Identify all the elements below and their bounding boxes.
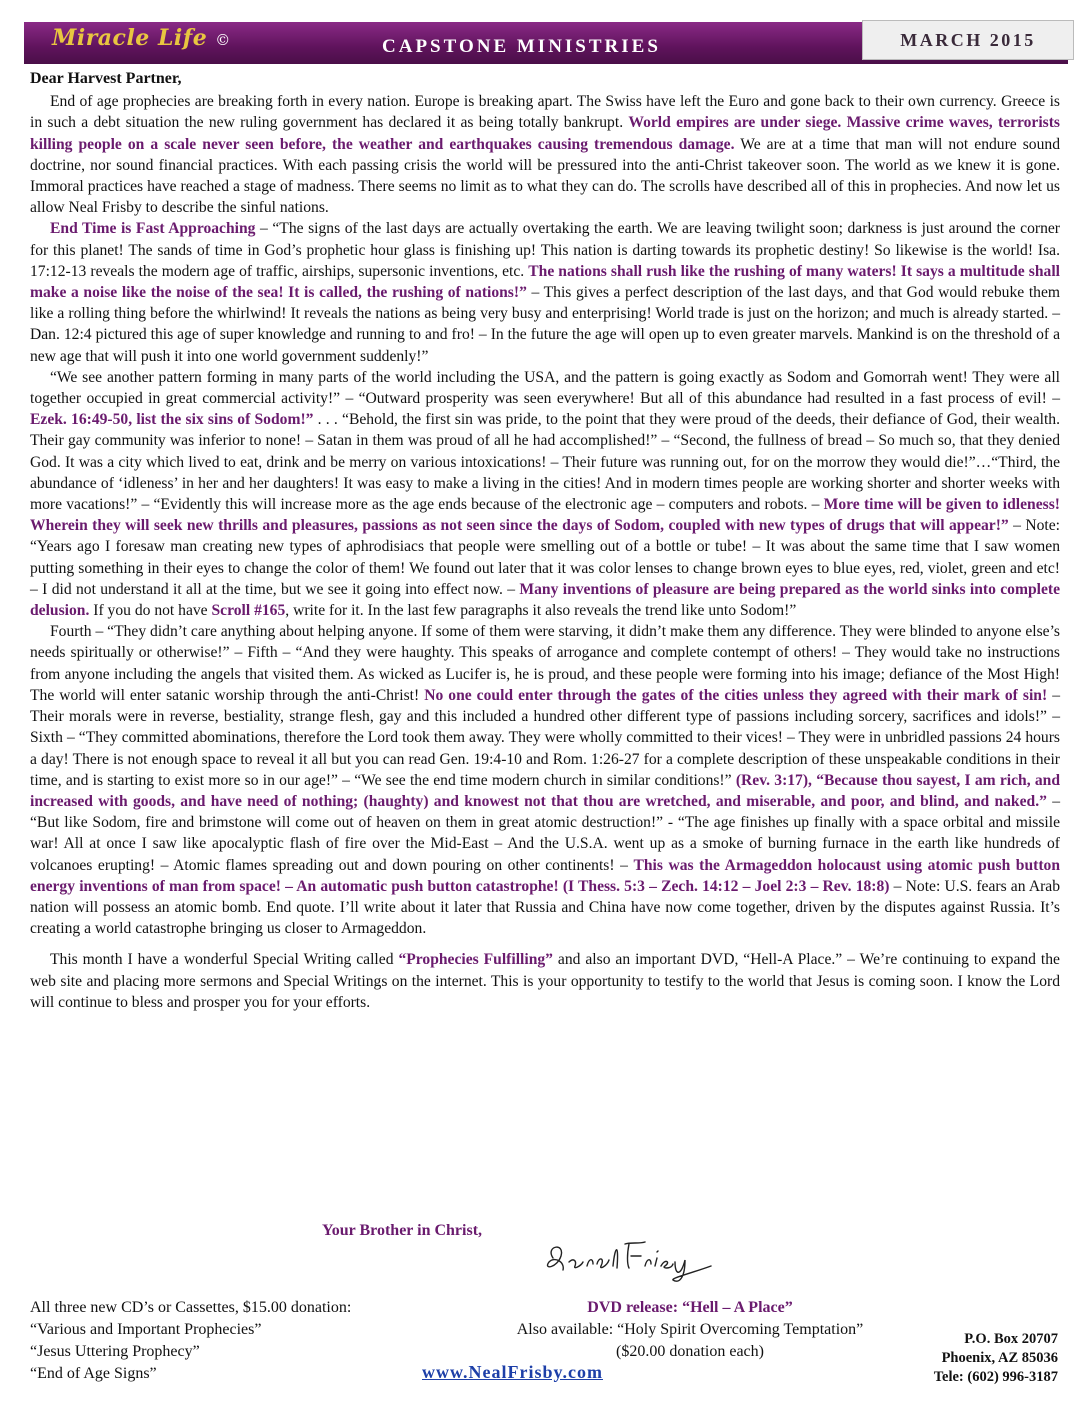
highlight: (Rev. 3:17), “Because thou sayest, I am rich, and increased with goods, and have need of nothing; (haughty) and knowest not that thou are wretched, and miserable, and poor, and blind, and naked.” bbox=[30, 771, 1061, 810]
paragraph-4 bbox=[30, 621, 1060, 939]
paragraph-2 bbox=[30, 218, 1060, 366]
handwritten-signature bbox=[535, 1236, 725, 1284]
signoff: Your Brother in Christ, bbox=[322, 1222, 483, 1239]
po-box: P.O. Box 20707 bbox=[964, 1331, 1058, 1347]
paragraph-3 bbox=[30, 367, 1060, 621]
text: This month I have a wonderful Special Writing called bbox=[50, 951, 399, 969]
cd-item: “Jesus Uttering Prophecy” bbox=[30, 1343, 200, 1360]
text: – “But like Sodom, fire and brimstone will come out of heaven on them in great atomic destruction!” - “The age finishes up finally with a space orbital and missile war! All at once I saw like apocalyptic flash of fire over the Mid-East – And the U.S.A. went up as a smoke of burning furnace in the earth like hundreds of volcanoes erupting! – Atomic flames spreading out and down pouring on other continents! – bbox=[30, 792, 1060, 874]
text: – Note: “Years ago I foresaw man creating new types of aphrodisiacs that people were smelling out of a bottle or tube! – It was about the same time that I saw women putting something in their eyes to change the color of them! We found out later that it was color lenses to change brown eyes to blue eyes, red, violet, green and etc! – I did not understand it all at the time, but we see it going into effect now. – bbox=[30, 517, 1060, 598]
salutation: Dear Harvest Partner, bbox=[30, 70, 182, 87]
organization-title: CAPSTONE MINISTRIES bbox=[382, 36, 661, 57]
text: “We see another pattern forming in many parts of the world including the USA, and the pattern is going exactly as Sodom and Gomorrah went! They were all together occupied in great commercial activity!” – “Outward prosperity was seen everywhere! But all of this abundance had resulted in a fast process of evil! – bbox=[30, 368, 1060, 408]
paragraph-1 bbox=[30, 91, 1060, 218]
paragraph-5 bbox=[30, 949, 1060, 1013]
text: . . . “Behold, the first sin was pride, to the point that they were proud of the deeds, their defiance of God, their wealth. Their gay community was inferior to none! – Satan in them was proud of all he had accomplished!” – “Second, the fullness of bread – So much so, that they denied God. It was a city which lived to eat, drink and be merry on various intoxications! – Their future was running out, for on the morrow they would die!”…“Third, the abundance of ‘idleness’ in her and her daughters! It was easy to make a living in the cities! And in modern times people are working shorter and shorter weeks with more vacations!” – “Evidently this will increase more as the age ends because of the electronic age – computers and robots. – bbox=[30, 411, 1060, 514]
website-link[interactable]: www.NealFrisby.com bbox=[422, 1362, 603, 1382]
text: – Their morals were in reverse, bestiality, strange flesh, gay and this included a hundred other different type of passions including sorcery, sacrifices and idols!” – Sixth – “They committed abominations, therefore the Lord took them away. They were wholly committed to their vices! – They were in unbridled passions 24 hours a day! There is not enough space to reveal it all but you can read Gen. 19:4-10 and Rom. 1:26-27 for a complete description of these unspeakable conditions in their time, and is starting to exist more so in our age!” – “We see the end time modern church in similar conditions!” bbox=[30, 686, 1060, 789]
highlight: The nations shall rush like the rushing of many waters! It says a multitude shall make a noise like the noise of the sea! It is called, the rushing of nations!” bbox=[30, 262, 1060, 302]
text: , write for it. In the last few paragraphs it also reveals the trend like unto Sodom!” bbox=[285, 602, 797, 620]
cd-item: “End of Age Signs” bbox=[30, 1365, 157, 1382]
phone: Tele: (602) 996-3187 bbox=[933, 1369, 1058, 1385]
highlight: This was the Armageddon holocaust using atomic push button energy inventions of man from space! – An automatic push button catastrophe! (I Thess. 5:3 – Zech. 14:12 – Joel 2:3 – Rev. 18:8) bbox=[30, 856, 1061, 895]
brand-name: Miracle Life bbox=[52, 25, 208, 51]
text: End of age prophecies are breaking forth in every nation. Europe is breaking apart. The Swiss have left the Euro and gone back to their own currency. Greece is in such a debt situation the new ruling government has declared it as being totally bankrupt. bbox=[30, 93, 1060, 132]
highlight: Scroll #165 bbox=[211, 602, 286, 620]
text: – Note: U.S. fears an Arab nation will possess an atomic bomb. End quote. I’ll write about it later that Russia and China have now come together, driven by the disputes against Russia. It’s creating a world catastrophe bringing us closer to Armageddon. bbox=[30, 877, 1060, 938]
highlight: “Prophecies Fulfilling” bbox=[398, 951, 553, 969]
text: We are at a time that man will not endure sound doctrine, nor sound financial practices. With each passing crisis the world will be pressured into the anti-Christ takeover soon. The world as we knew it is gone. Immoral practices have reached a stage of madness. There seems no limit as to what they can do. The scrolls have described all of this in prophecies. And now let us allow Neal Frisby to describe the sinful nations. bbox=[30, 135, 1060, 217]
dvd-offer bbox=[470, 1297, 910, 1363]
cd-item: “Various and Important Prophecies” bbox=[30, 1321, 262, 1338]
highlight: More time will be given to idleness! Wherein they will seek new thrills and pleasures, passions as not seen since the days of Sodom, coupled with new types of drugs that will appear!” bbox=[30, 496, 1060, 535]
text: and also an important DVD, “Hell-A Place.” – We’re continuing to expand the web site and placing more sermons and Special Writings on the internet. This is your opportunity to testify to the world that Jesus is coming soon. I know the Lord will continue to bless and prosper you for your efforts. bbox=[30, 951, 1060, 1011]
highlight: World empires are under siege. Massive crime waves, terrorists killing people on a scale never seen before, the weather and earthquakes causing tremendous damage. bbox=[30, 114, 1060, 153]
highlight: Ezek. 16:49-50, list the six sins of Sodom!” bbox=[30, 411, 314, 429]
dvd-price: ($20.00 donation each) bbox=[616, 1343, 764, 1360]
dvd-release: DVD release: “Hell – A Place” bbox=[587, 1299, 793, 1316]
highlight: End Time is Fast Approaching bbox=[50, 220, 256, 238]
highlight: No one could enter through the gates of the cities unless they agreed with their mark of sin! bbox=[424, 686, 1048, 704]
brand-logo bbox=[52, 25, 231, 51]
issue-date: MARCH 2015 bbox=[862, 20, 1074, 60]
also-available: Also available: “Holy Spirit Overcoming Temptation” bbox=[516, 1321, 864, 1338]
copyright-mark: © bbox=[215, 31, 231, 49]
header-banner bbox=[24, 22, 1068, 64]
text: – “The signs of the last days are actually overtaking the earth. We are leaving twilight soon; darkness is just around the corner for this planet! The sands of time in God’s prophetic hour glass is finishing up! This nation is darting towards its prophetic destiny! So likewise is the world! Isa. 17:12-13 reveals the modern age of traffic, airships, supersonic inventions, etc. bbox=[30, 220, 1060, 280]
text: – This gives a perfect description of the last days, and that God would rebuke them like a rolling thing before the whirlwind! It reveals the nations as being very busy and enterprising! World trade is just on the horizon; and much is already started. – Dan. 12:4 pictured this age of super knowledge and running to and fro! – In the future the age will open up to even greater marvels. Mankind is on the threshold of a new age that will push it into one world government suddenly!” bbox=[30, 284, 1060, 365]
mailing-address bbox=[934, 1330, 1058, 1387]
offer-text: All three new CD’s or Cassettes, $15.00 donation: bbox=[30, 1299, 352, 1316]
text: Fourth – “They didn’t care anything about helping anyone. If some of them were starving, it didn’t make them any difference. They were blinded to anyone else’s needs spiritually or otherwise!” – Fifth – “And they were haughty. This speaks of arrogance and complete contempt of others! – They would take no instructions from anyone including the angels that visited them. As wicked as Lucifer is, he is proud, and these people were forming into his image; defiance of the Most High! The world will enter satanic worship through the anti-Christ! bbox=[30, 623, 1060, 704]
text: If you do not have bbox=[89, 602, 212, 620]
cd-offer bbox=[30, 1297, 351, 1385]
letter-body bbox=[30, 68, 1060, 1013]
city-state: Phoenix, AZ 85036 bbox=[941, 1350, 1058, 1366]
highlight: Many inventions of pleasure are being prepared as the world sinks into complete delusion. bbox=[30, 580, 1060, 620]
